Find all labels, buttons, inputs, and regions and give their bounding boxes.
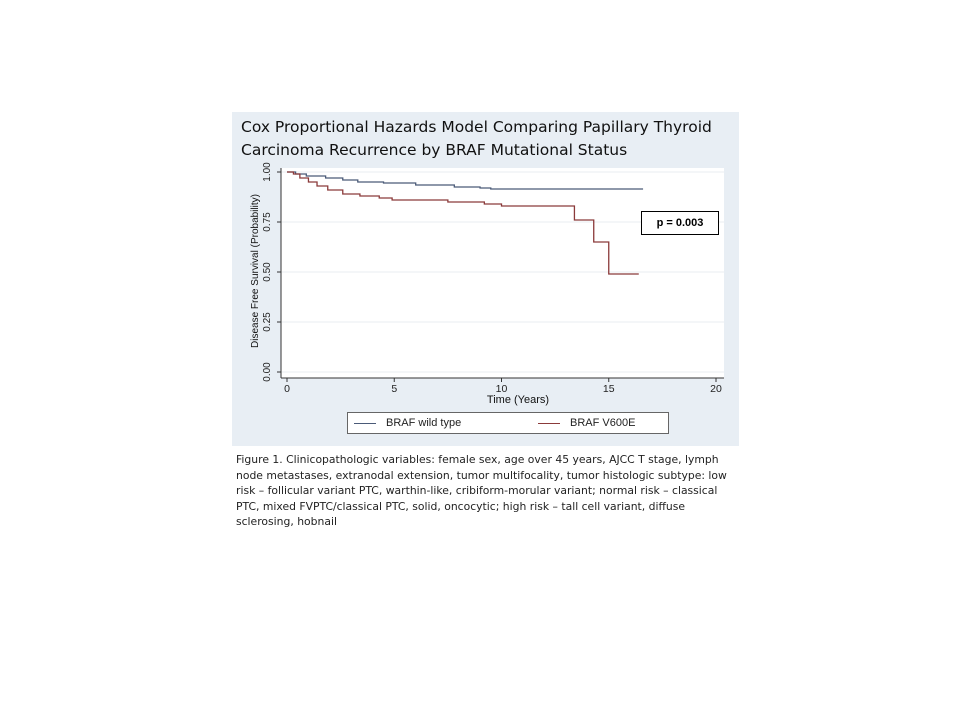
plot-area bbox=[281, 168, 724, 378]
y-tick-label: 0.00 bbox=[262, 362, 273, 382]
y-tick-label: 1.00 bbox=[262, 162, 273, 182]
y-tick-label: 0.50 bbox=[262, 262, 273, 282]
x-axis-label: Time (Years) bbox=[486, 394, 550, 406]
legend-swatch-v600e bbox=[538, 423, 560, 424]
survival-plot bbox=[232, 162, 739, 446]
y-axis-label: Disease Free Survival (Probability) bbox=[250, 194, 261, 348]
x-tick-label: 0 bbox=[284, 383, 290, 395]
chart-title: Cox Proportional Hazards Model Comparing Papillary Thyroid Carcinoma Recurrence by BRAF Mutational Status bbox=[241, 118, 712, 159]
y-tick-label: 0.75 bbox=[262, 212, 273, 232]
legend-label-v600e: BRAF V600E bbox=[570, 417, 636, 429]
legend-swatch-wild-type bbox=[354, 423, 376, 424]
legend-label-wild-type: BRAF wild type bbox=[386, 417, 462, 429]
legend-item-wild-type bbox=[354, 413, 461, 433]
figure-caption: Figure 1. Clinicopathologic variables: female sex, age over 45 years, AJCC T stage, lymph node metastases, extranodal extension, tumor multifocality, tumor histologic subtype: low risk – follicular variant PTC, warthin-like, cribiform-morular variant; normal risk – classical PTC, mixed FVPTC/classical PTC, solid, oncocytic; high risk – tall cell variant, diffuse sclerosing, hobnail bbox=[236, 453, 727, 528]
legend bbox=[347, 412, 669, 434]
x-tick-label: 15 bbox=[602, 383, 615, 395]
p-value-annotation: p = 0.003 bbox=[641, 211, 719, 235]
legend-item-v600e bbox=[538, 413, 635, 433]
x-tick-label: 20 bbox=[710, 383, 722, 395]
x-tick-label: 5 bbox=[391, 383, 398, 395]
y-tick-label: 0.25 bbox=[262, 312, 273, 332]
x-tick-label: 10 bbox=[495, 383, 508, 395]
